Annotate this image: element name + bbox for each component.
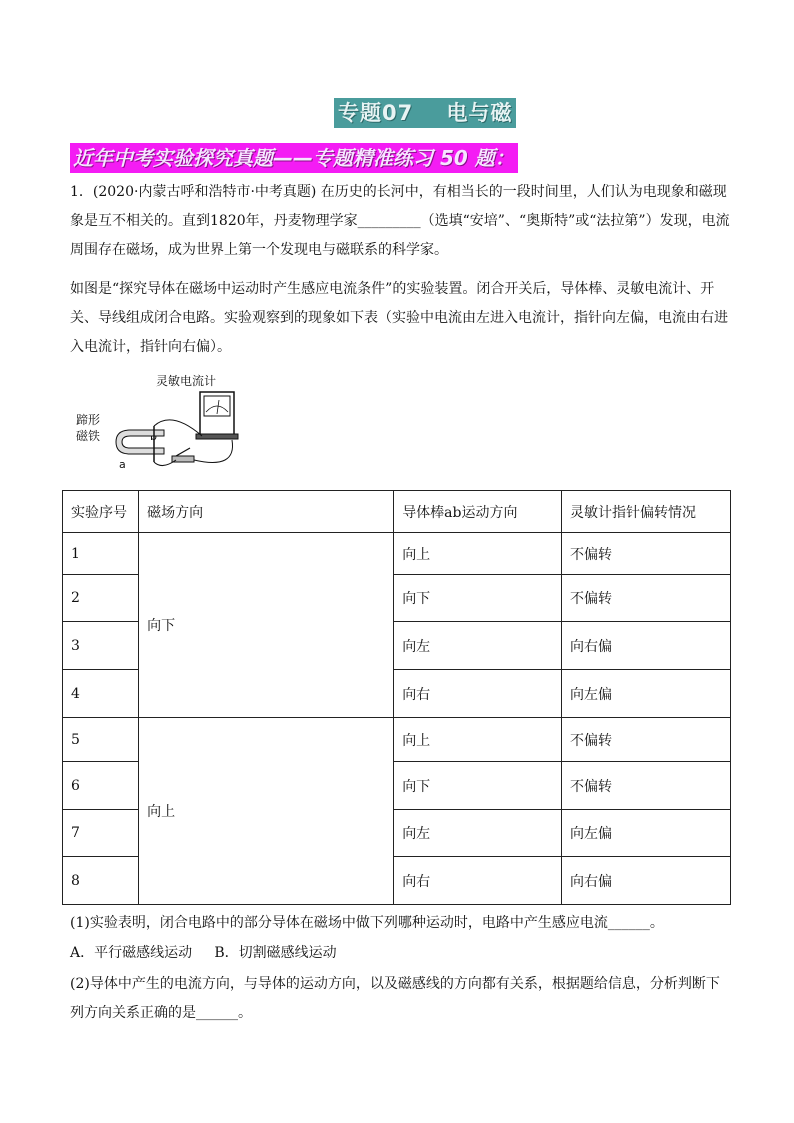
- question-1-setup: 如图是“探究导体在磁场中运动时产生感应电流条件”的实验装置。闭合开关后，导体棒、灵敏电流计、开关、导线组成闭合电路。实验观察到的现象如下表（实验中电流由左进入电流计，指针向左偏，电流由右进入电流计，指针向右偏）。: [70, 281, 728, 355]
- subtitle-block: [70, 143, 518, 173]
- meter-label: 灵敏电流计: [156, 374, 217, 388]
- header-cell: 灵敏计指针偏转情况: [562, 491, 731, 533]
- cell-motion: 向左: [394, 810, 562, 857]
- header-cell: 实验序号: [63, 491, 139, 533]
- page-title: 专题07 电与磁: [334, 98, 516, 128]
- header-cell: 导体棒ab运动方向: [394, 491, 562, 533]
- cell-deflection: 不偏转: [562, 762, 731, 810]
- point-a-label: a: [119, 458, 126, 471]
- cell-field: 向下: [139, 533, 394, 718]
- title-block: [334, 98, 516, 128]
- cell-deflection: 不偏转: [562, 718, 731, 762]
- table-row: [63, 718, 731, 762]
- magnet-label-2: 磁铁: [76, 429, 101, 443]
- cell-deflection: 不偏转: [562, 575, 731, 622]
- results-table: [62, 490, 731, 905]
- cell-motion: 向下: [394, 762, 562, 810]
- cell-no: 3: [63, 622, 139, 670]
- cell-field: 向上: [139, 718, 394, 905]
- cell-deflection: 向右偏: [562, 622, 731, 670]
- cell-motion: 向右: [394, 857, 562, 905]
- cell-no: 8: [63, 857, 139, 905]
- page-subtitle: 近年中考实验探究真题——专题精准练习 50 题：: [70, 143, 518, 173]
- experiment-diagram: [72, 370, 242, 478]
- cell-deflection: 不偏转: [562, 533, 731, 575]
- cell-no: 7: [63, 810, 139, 857]
- cell-motion: 向上: [394, 533, 562, 575]
- sub-question-1-options: A．平行磁感线运动 B．切割磁感线运动: [70, 945, 337, 961]
- cell-no: 5: [63, 718, 139, 762]
- question-1-intro: 1．(2020·内蒙古呼和浩特市·中考真题) 在历史的长河中，有相当长的一段时间里，人们认为电现象和磁现象是互不相关的。直到1820年，丹麦物理学家_________（选填“安培”、“奥斯特”或“法拉第”）发现，电流周围存在磁场，成为世界上第一个发现电与磁联系的科学家。: [70, 184, 730, 258]
- cell-motion: 向下: [394, 575, 562, 622]
- cell-no: 1: [63, 533, 139, 575]
- galvanometer-icon: [196, 392, 238, 439]
- cell-deflection: 向左偏: [562, 810, 731, 857]
- sub-question-1: (1)实验表明，闭合电路中的部分导体在磁场中做下列哪种运动时，电路中产生感应电流______。: [70, 915, 664, 931]
- sub-question-2: (2)导体中产生的电流方向，与导体的运动方向，以及磁感线的方向都有关系，根据题给信息，分析判断下列方向关系正确的是______。: [70, 976, 720, 1021]
- cell-deflection: 向右偏: [562, 857, 731, 905]
- cell-no: 4: [63, 670, 139, 718]
- table-row: [63, 533, 731, 575]
- cell-motion: 向上: [394, 718, 562, 762]
- cell-no: 6: [63, 762, 139, 810]
- cell-no: 2: [63, 575, 139, 622]
- cell-deflection: 向左偏: [562, 670, 731, 718]
- magnet-label-1: 蹄形: [76, 413, 101, 427]
- table-header-row: [63, 491, 731, 533]
- cell-motion: 向左: [394, 622, 562, 670]
- header-cell: 磁场方向: [139, 491, 394, 533]
- cell-motion: 向右: [394, 670, 562, 718]
